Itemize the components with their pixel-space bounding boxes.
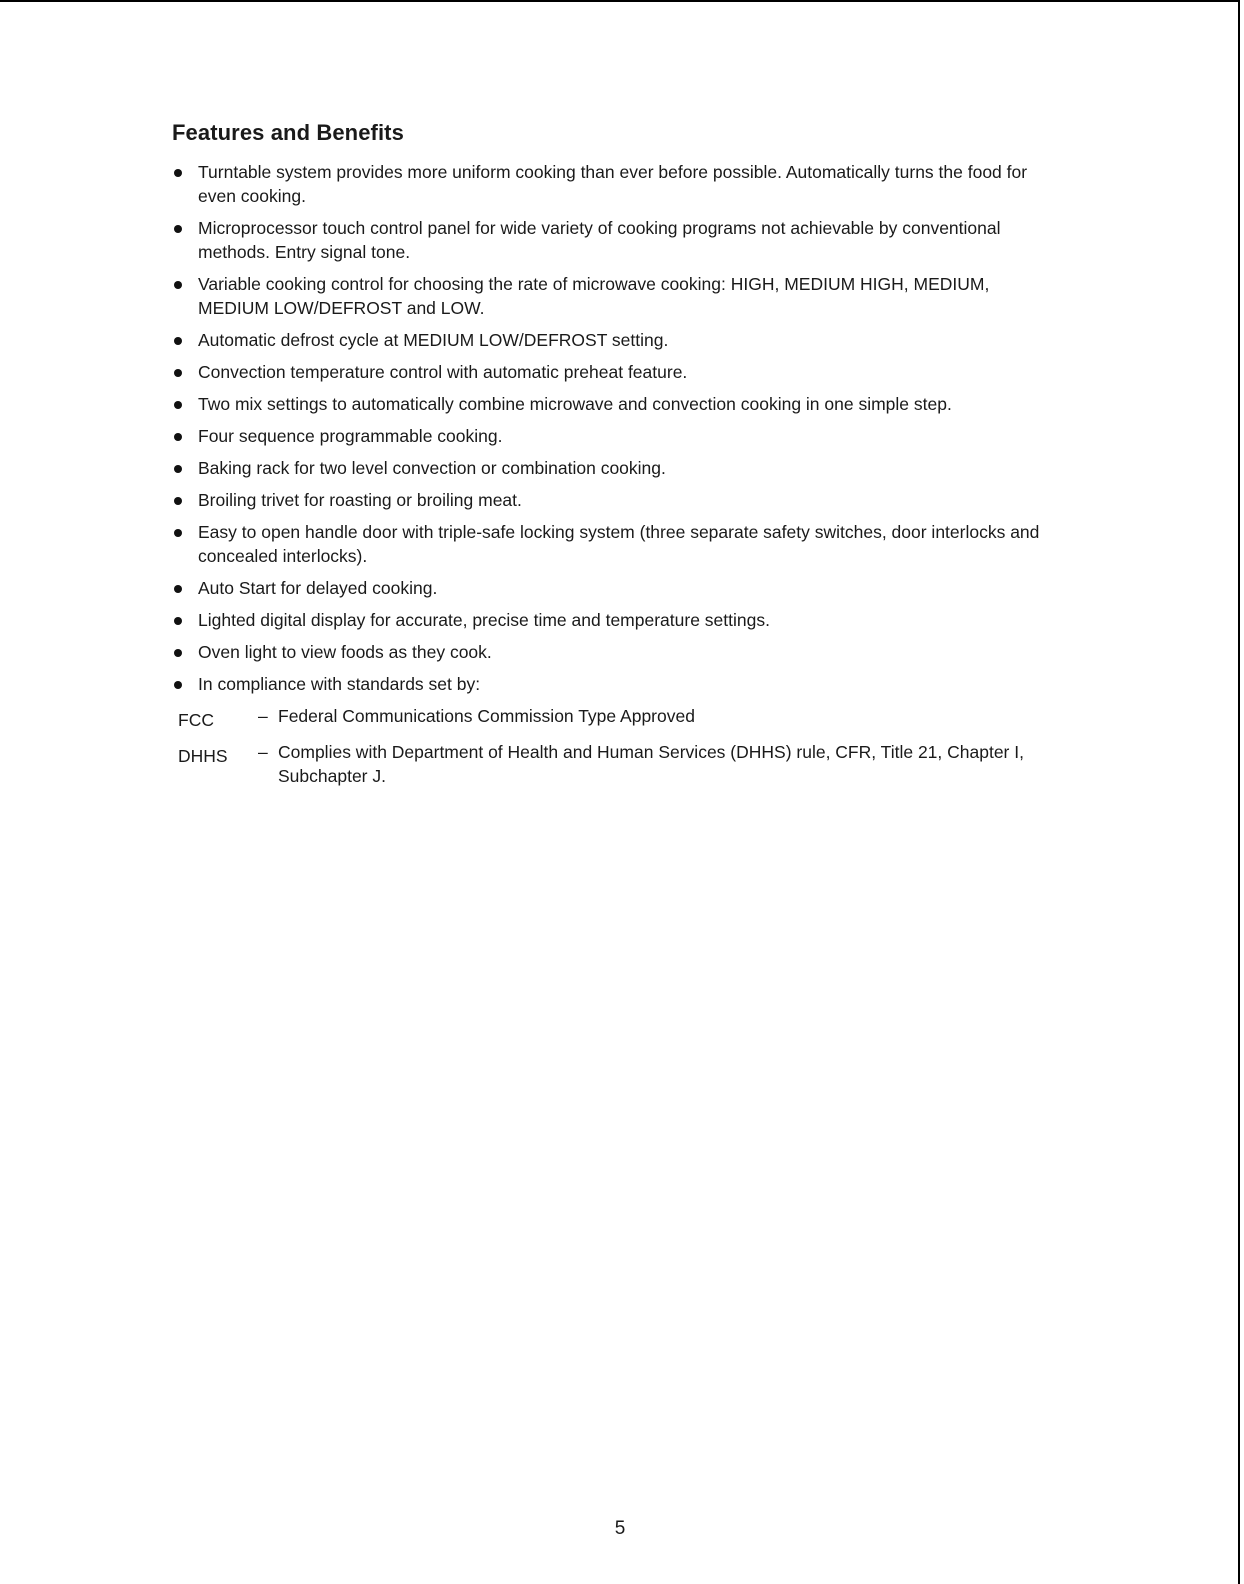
bullet-icon xyxy=(174,681,182,689)
feature-text: Microprocessor touch control panel for wide variety of cooking programs not achievable by conventional methods. Entry signal tone. xyxy=(198,218,1001,262)
compliance-row-fcc xyxy=(172,704,1042,732)
bullet-icon xyxy=(174,617,182,625)
compliance-dash: – xyxy=(258,742,268,762)
feature-item xyxy=(172,392,1042,416)
feature-text: Easy to open handle door with triple-safe locking system (three separate safety switches, door interlocks and concealed interlocks). xyxy=(198,522,1040,566)
bullet-icon xyxy=(174,281,182,289)
feature-text: Turntable system provides more uniform cooking than ever before possible. Automatically turns the food for even cooking. xyxy=(198,162,1028,206)
feature-item xyxy=(172,272,1042,320)
page-number: 5 xyxy=(614,1518,626,1539)
feature-text: Two mix settings to automatically combine microwave and convection cooking in one simple step. xyxy=(198,394,952,414)
feature-text: Broiling trivet for roasting or broiling meat. xyxy=(198,490,522,510)
feature-item xyxy=(172,328,1042,352)
feature-text: Convection temperature control with automatic preheat feature. xyxy=(198,362,688,382)
bullet-icon xyxy=(174,433,182,441)
feature-item xyxy=(172,576,1042,600)
bullet-icon xyxy=(174,529,182,537)
bullet-icon xyxy=(174,401,182,409)
bullet-icon xyxy=(174,337,182,345)
features-list xyxy=(172,160,1042,696)
feature-text: Variable cooking control for choosing the rate of microwave cooking: HIGH, MEDIUM HIGH, MEDIUM, MEDIUM LOW/DEFROST and LOW. xyxy=(198,274,990,318)
compliance-abbr: FCC xyxy=(178,710,214,730)
bullet-icon xyxy=(174,497,182,505)
bullet-icon xyxy=(174,369,182,377)
feature-item xyxy=(172,456,1042,480)
compliance-dash: – xyxy=(258,706,268,726)
feature-item xyxy=(172,672,1042,696)
feature-item xyxy=(172,640,1042,664)
compliance-text: Complies with Department of Health and Human Services (DHHS) rule, CFR, Title 21, Chapter I, Subchapter J. xyxy=(278,742,1024,786)
feature-item xyxy=(172,216,1042,264)
section-title: Features and Benefits xyxy=(172,120,404,145)
feature-item xyxy=(172,424,1042,448)
feature-item xyxy=(172,608,1042,632)
feature-text: In compliance with standards set by: xyxy=(198,674,481,694)
bullet-icon xyxy=(174,169,182,177)
compliance-row-dhhs xyxy=(172,740,1042,788)
bullet-icon xyxy=(174,225,182,233)
compliance-abbr: DHHS xyxy=(178,746,228,766)
feature-item xyxy=(172,360,1042,384)
feature-text: Lighted digital display for accurate, precise time and temperature settings. xyxy=(198,610,770,630)
compliance-list xyxy=(172,704,1042,788)
feature-item xyxy=(172,488,1042,512)
feature-text: Four sequence programmable cooking. xyxy=(198,426,503,446)
compliance-text: Federal Communications Commission Type Approved xyxy=(278,706,695,726)
bullet-icon xyxy=(174,585,182,593)
feature-text: Auto Start for delayed cooking. xyxy=(198,578,438,598)
feature-text: Baking rack for two level convection or combination cooking. xyxy=(198,458,666,478)
feature-item xyxy=(172,520,1042,568)
feature-item xyxy=(172,160,1042,208)
bullet-icon xyxy=(174,649,182,657)
page-content xyxy=(172,120,1042,796)
feature-text: Automatic defrost cycle at MEDIUM LOW/DEFROST setting. xyxy=(198,330,669,350)
feature-text: Oven light to view foods as they cook. xyxy=(198,642,492,662)
bullet-icon xyxy=(174,465,182,473)
